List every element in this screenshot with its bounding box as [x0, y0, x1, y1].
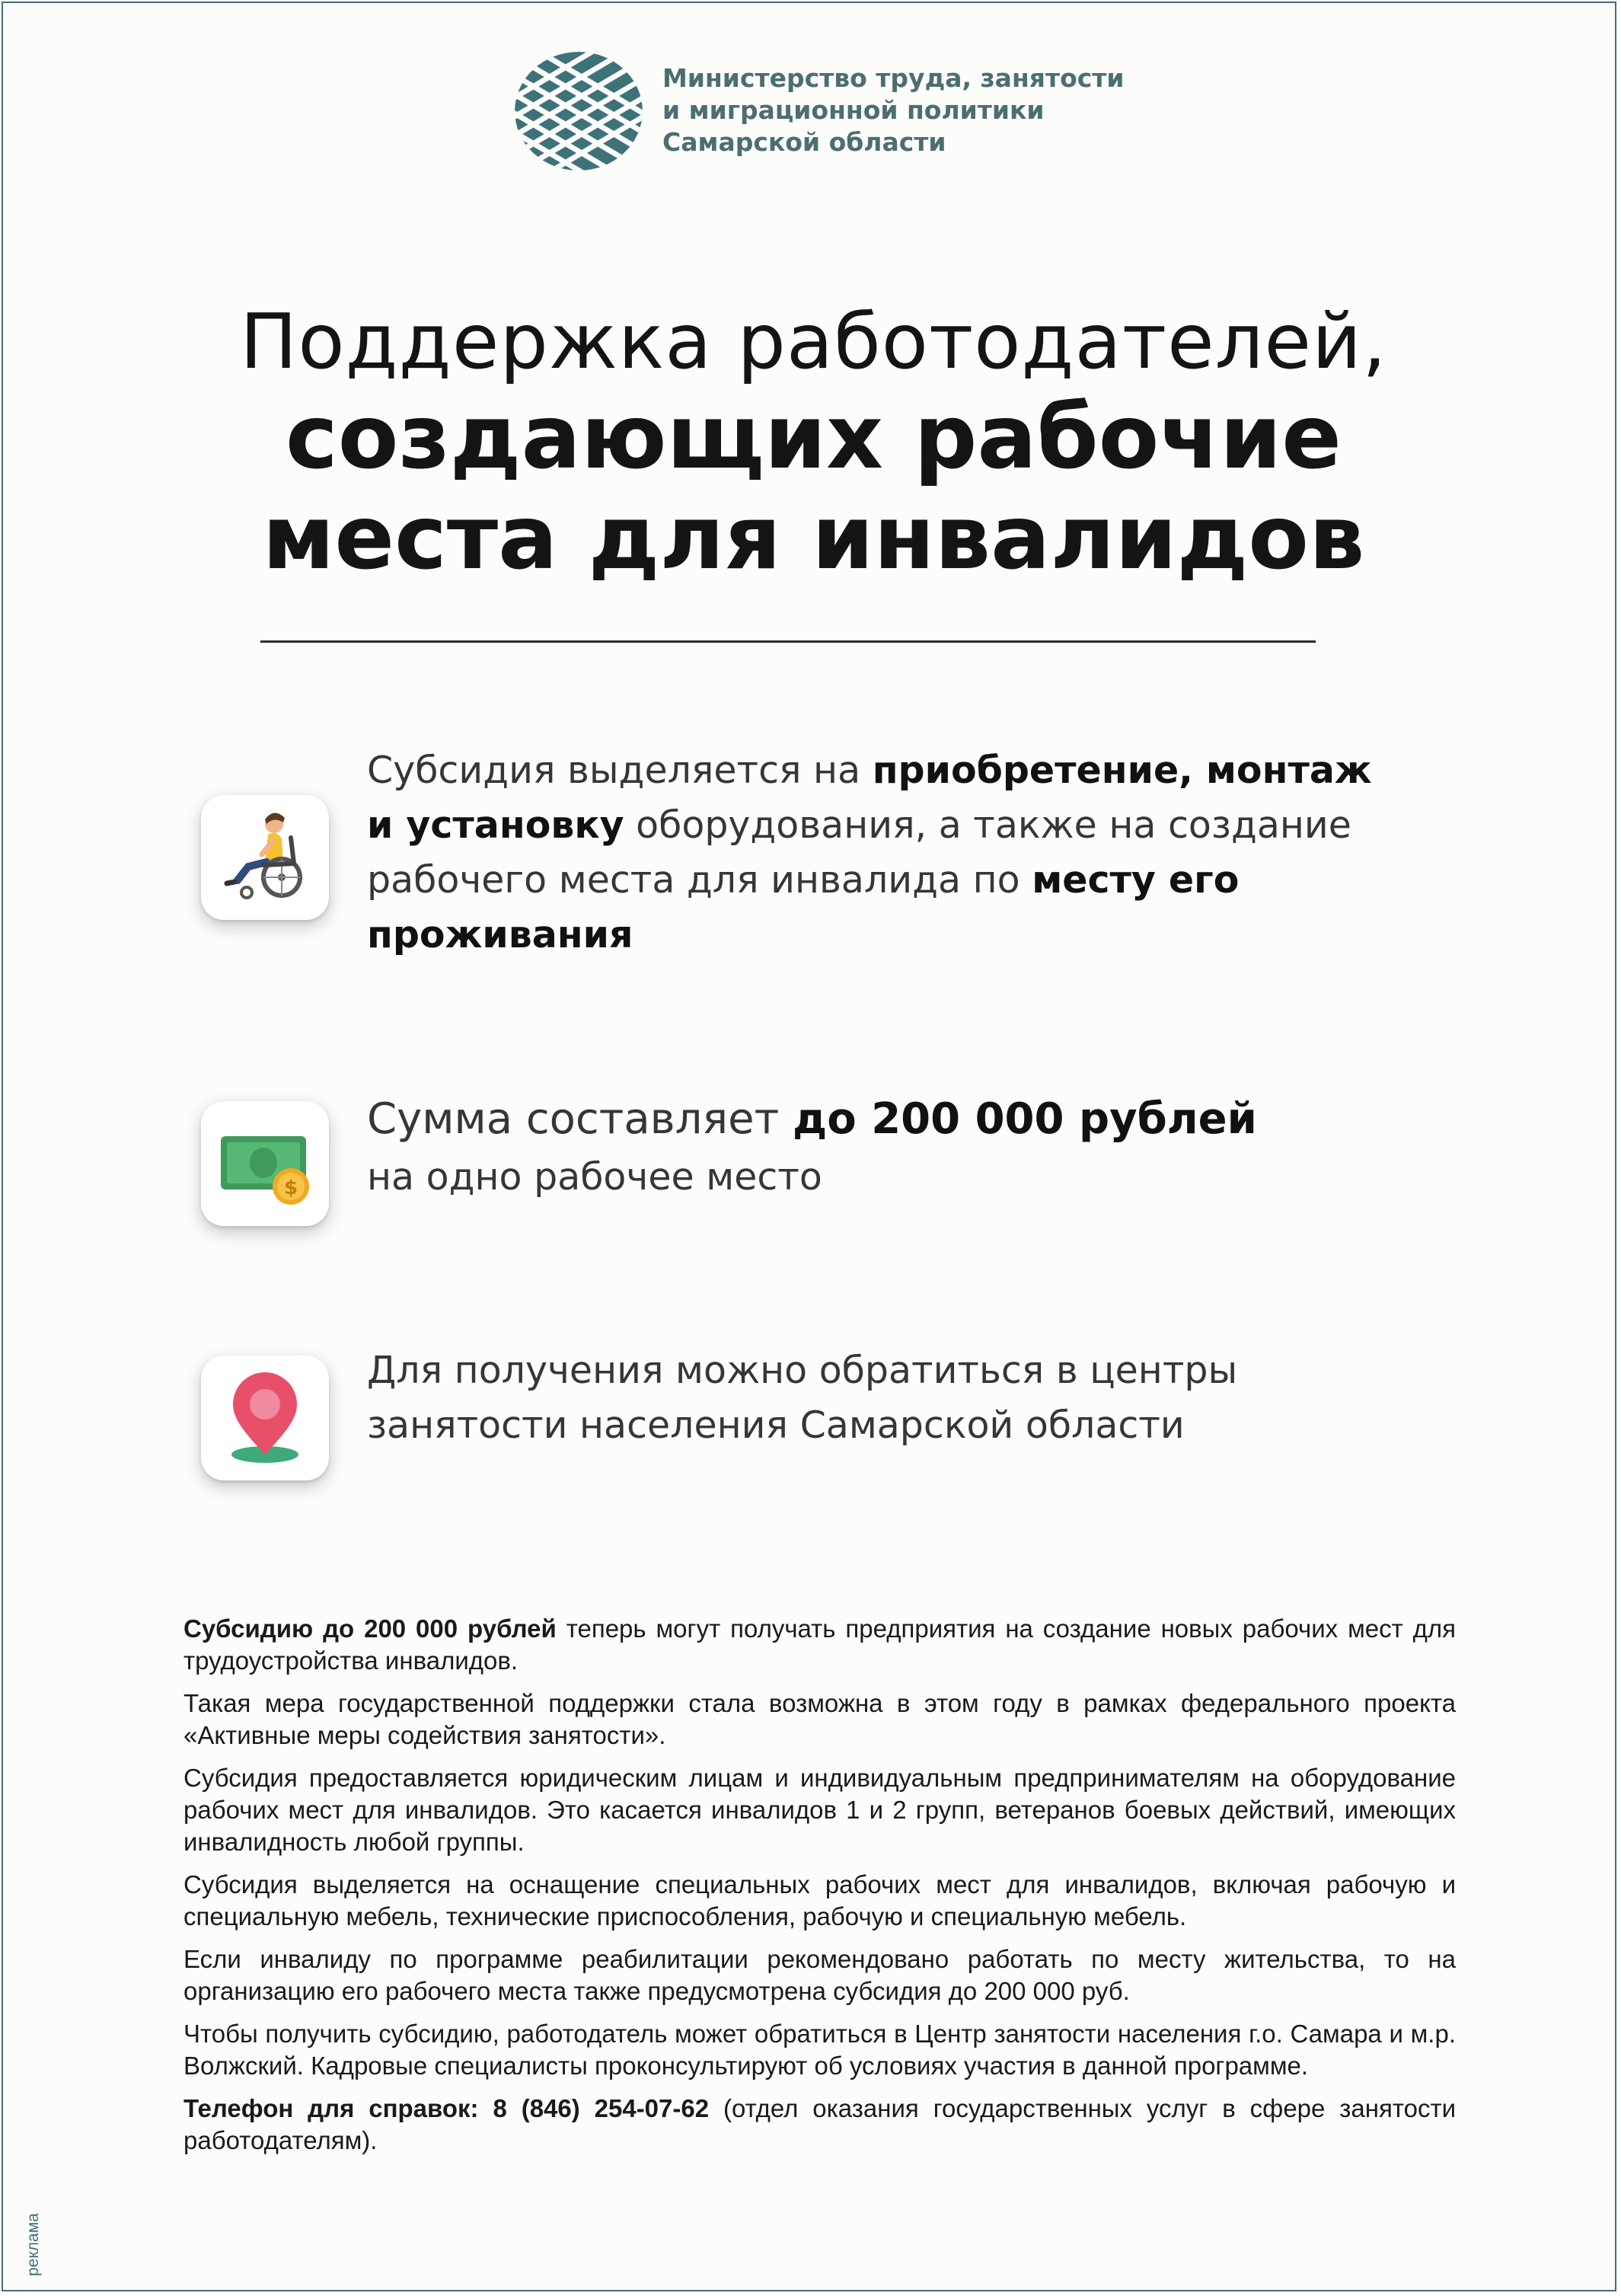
title-line-3: места для инвалидов — [262, 487, 1365, 589]
title-line-2: создающих рабочие — [286, 386, 1342, 489]
paragraph-6: Чтобы получить субсидию, работодатель может обратиться в Центр занятости населения г.о. Самара и м.р. Волжский. Кадровые специалисты проконсультируют об условиях участия в данной программе. — [183, 2020, 1456, 2080]
paragraph-2: Такая мера государственной поддержки стала возможна в этом году в рамках федерального проекта «Активные меры содействия занятости». — [183, 1689, 1456, 1749]
paragraph-5: Если инвалиду по программе реабилитации рекомендовано работать по месту жительства, то на организацию его рабочего места также предусмотрена субсидия до 200 000 руб. — [183, 1945, 1456, 2005]
advertisement-label: реклама — [24, 2213, 42, 2276]
title-divider — [260, 640, 1316, 643]
ministry-name — [662, 62, 1195, 158]
paragraph-4: Субсидия выделяется на оснащение специальных рабочих мест для инвалидов, включая рабочую и специальную мебель, технические приспособления, рабочую и специальную мебель. — [183, 1870, 1456, 1930]
feature-1-line-3: рабочего места для инвалида по месту его — [367, 858, 1240, 902]
ministry-name-line-2: и миграционной политики — [662, 95, 1045, 125]
feature-1-line-1: Субсидия выделяется на приобретение, монтаж — [367, 749, 1372, 792]
wheelchair-icon — [212, 804, 318, 911]
feature-icon-tile — [201, 1356, 329, 1480]
paragraph-1: Субсидию до 200 000 рублей теперь могут получать предприятия на создание новых рабочих мест для трудоустройства инвалидов. — [183, 1614, 1456, 1675]
feature-2-line-1: Сумма составляет до 200 000 рублей — [367, 1094, 1257, 1144]
money-icon — [212, 1110, 318, 1217]
ministry-emblem-icon — [513, 50, 644, 172]
article-body — [183, 1613, 1456, 2167]
feature-icon-tile — [201, 1101, 329, 1226]
feature-text-equipment — [367, 743, 1372, 963]
ministry-name-line-3: Самарской области — [662, 127, 946, 157]
feature-icon-tile — [201, 795, 329, 920]
page-frame — [2, 2, 1616, 2291]
paragraph-3: Субсидия предоставляется юридическим лицам и индивидуальным предпринимателям на оборудование рабочих мест для инвалидов. Это касается инвалидов 1 и 2 групп, ветеранов боевых действий, имеющих инвалидность любой группы. — [183, 1764, 1456, 1856]
feature-3-line-2: занятости населения Самарской области — [367, 1403, 1185, 1447]
feature-1-line-2: и установку оборудования, а также на создание — [367, 803, 1351, 847]
paragraph-phone: Телефон для справок: 8 (846) 254-07-62 (отдел оказания государственных услуг в сфере занятости работодателям). — [183, 2094, 1456, 2154]
svg-text:$: $ — [283, 1177, 298, 1199]
title-line-1: Поддержка работодателей, — [240, 297, 1387, 386]
feature-3-line-1: Для получения можно обратиться в центры — [367, 1349, 1238, 1392]
ministry-name-line-1: Министерство труда, занятости — [662, 63, 1125, 93]
feature-text-amount — [367, 1089, 1257, 1205]
location-pin-icon — [212, 1365, 318, 1471]
feature-text-contact — [367, 1343, 1237, 1453]
feature-2-line-2: на одно рабочее место — [367, 1155, 822, 1199]
page-title — [110, 296, 1517, 589]
feature-1-line-4: проживания — [367, 913, 633, 956]
